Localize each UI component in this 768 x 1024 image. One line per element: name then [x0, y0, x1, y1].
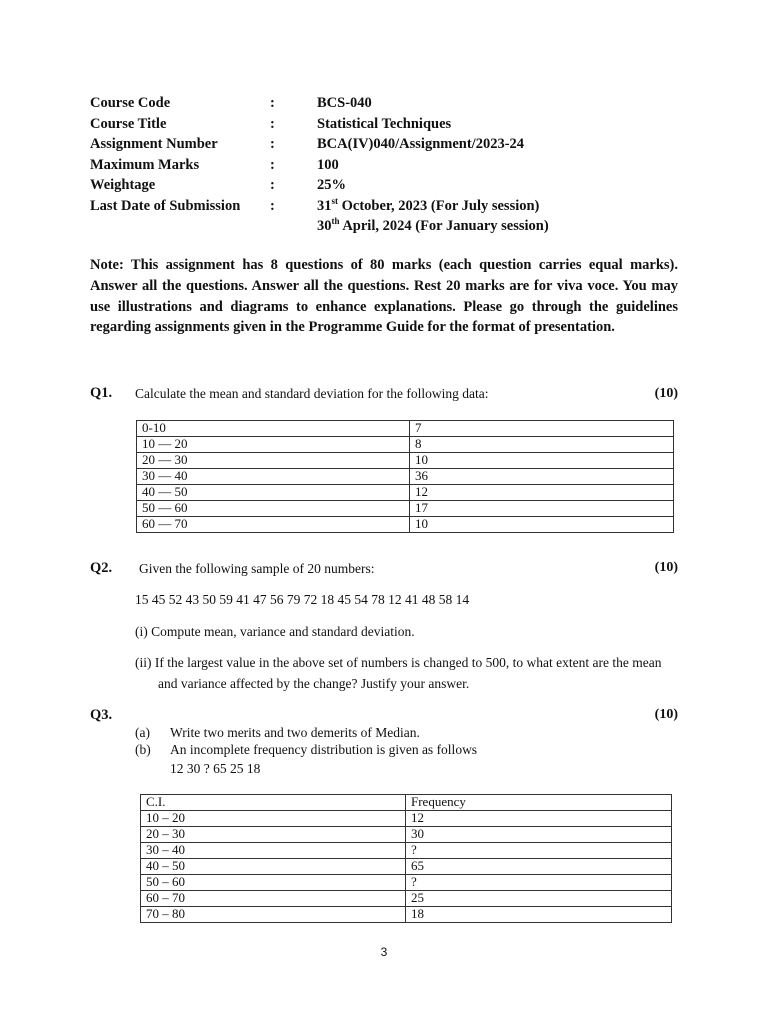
- table-cell: 10 – 20: [141, 811, 406, 827]
- info-value: Statistical Techniques: [317, 115, 452, 132]
- date-day: 30: [317, 218, 332, 234]
- q2-numbers: 15 45 52 43 50 59 41 47 56 79 72 18 45 54 78 12 41 48 58 14: [135, 592, 470, 607]
- table-cell: 0-10: [137, 421, 410, 437]
- table-header: C.I.: [141, 795, 406, 811]
- table-cell: ?: [406, 875, 672, 891]
- info-colon: :: [270, 136, 275, 152]
- info-colon: :: [270, 156, 275, 173]
- q2-text: Given the following sample of 20 numbers:: [139, 561, 375, 576]
- info-label: Last Date of Submission: [90, 197, 241, 214]
- table-cell: 20 – 30: [141, 827, 406, 843]
- q3-a-label: (a): [135, 725, 150, 740]
- table-cell: 36: [410, 469, 674, 485]
- table-row: [141, 859, 672, 875]
- table-row: [141, 907, 672, 923]
- info-value: BCS-040: [317, 95, 372, 111]
- q2-part-i: (i) Compute mean, variance and standard deviation.: [135, 624, 415, 639]
- table-cell: 50 — 60: [137, 501, 410, 517]
- table-row: [141, 827, 672, 843]
- table-cell: 10: [410, 517, 674, 533]
- table-cell: 30 – 40: [141, 843, 406, 859]
- table-row: [137, 453, 674, 469]
- q2-marks: (10): [654, 560, 678, 575]
- table-row: [137, 485, 674, 501]
- info-colon: :: [270, 197, 275, 214]
- q3-b-text: An incomplete frequency distribution is given as follows: [170, 742, 478, 757]
- info-colon: :: [270, 177, 275, 193]
- table-row: [141, 811, 672, 827]
- info-value: BCA(IV)040/Assignment/2023-24: [317, 136, 525, 152]
- table-row: [137, 437, 674, 453]
- info-label: Course Title: [90, 115, 167, 132]
- table-cell: ?: [406, 843, 672, 859]
- table-cell: 10: [410, 453, 674, 469]
- table-cell: 65: [406, 859, 672, 875]
- table-cell: 10 — 20: [137, 437, 410, 453]
- table-cell: 8: [410, 437, 674, 453]
- q1-text: Calculate the mean and standard deviation for the following data:: [135, 386, 489, 401]
- info-label: Weightage: [90, 177, 156, 193]
- table-cell: 60 — 70: [137, 517, 410, 533]
- table-row: [137, 501, 674, 517]
- table-cell: 70 – 80: [141, 907, 406, 923]
- q3-b-values: 12 30 ? 65 25 18: [170, 761, 261, 776]
- table-cell: 40 — 50: [137, 485, 410, 501]
- date-day: 31: [317, 197, 332, 214]
- q3-b-label: (b): [135, 742, 151, 757]
- table-row: [137, 469, 674, 485]
- info-value: 100: [317, 156, 339, 173]
- table-cell: 17: [410, 501, 674, 517]
- info-label: Course Code: [90, 95, 171, 111]
- table-row: [137, 517, 674, 533]
- q3-marks: (10): [654, 707, 678, 722]
- table-cell: 60 – 70: [141, 891, 406, 907]
- date-rest: October, 2023 (For July session): [338, 197, 540, 214]
- date-ordinal: th: [331, 216, 340, 227]
- table-row: [141, 795, 672, 811]
- q1-marks: (10): [654, 386, 678, 401]
- info-label: Assignment Number: [90, 136, 218, 152]
- date-rest: April, 2024 (For January session): [339, 218, 549, 234]
- table-cell: 12: [406, 811, 672, 827]
- q2-part-ii: (ii) If the largest value in the above set of numbers is changed to 500, to what extent are the mean: [135, 655, 662, 670]
- q3-table: [140, 794, 672, 923]
- table-row: [137, 421, 674, 437]
- table-cell: 40 – 50: [141, 859, 406, 875]
- table-row: [141, 875, 672, 891]
- q1-number: Q1.: [90, 385, 113, 401]
- info-colon: :: [270, 95, 275, 111]
- table-row: [141, 843, 672, 859]
- table-cell: 20 — 30: [137, 453, 410, 469]
- info-colon: :: [270, 115, 275, 132]
- submission-date-july: [317, 196, 539, 217]
- submission-date-january: [317, 216, 549, 237]
- q2-part-ii-cont: and variance affected by the change? Justify your answer.: [158, 676, 470, 691]
- table-cell: 25: [406, 891, 672, 907]
- table-cell: 18: [406, 907, 672, 923]
- q3-number: Q3.: [90, 707, 113, 723]
- table-row: [141, 891, 672, 907]
- date-ordinal: st: [331, 195, 338, 206]
- table-cell: 30 — 40: [137, 469, 410, 485]
- info-label: Maximum Marks: [90, 156, 200, 173]
- table-cell: 50 – 60: [141, 875, 406, 891]
- page-number: 3: [380, 945, 388, 959]
- table-cell: 12: [410, 485, 674, 501]
- table-header: Frequency: [406, 795, 672, 811]
- assignment-note: Note: This assignment has 8 questions of 80 marks (each question carries equal marks). Answer all the questions. Answer all the questions. Rest 20 marks are for viva voce. You may use illustrations and diagrams to enhance explanations. Please go through the guidelines regarding assignments given in the Programme Guide for the format of presentation.: [90, 257, 678, 336]
- q3-a-text: Write two merits and two demerits of Median.: [170, 725, 420, 740]
- table-cell: 30: [406, 827, 672, 843]
- q2-number: Q2.: [90, 560, 113, 576]
- q1-table: [136, 420, 674, 533]
- table-cell: 7: [410, 421, 674, 437]
- info-value: 25%: [317, 177, 346, 193]
